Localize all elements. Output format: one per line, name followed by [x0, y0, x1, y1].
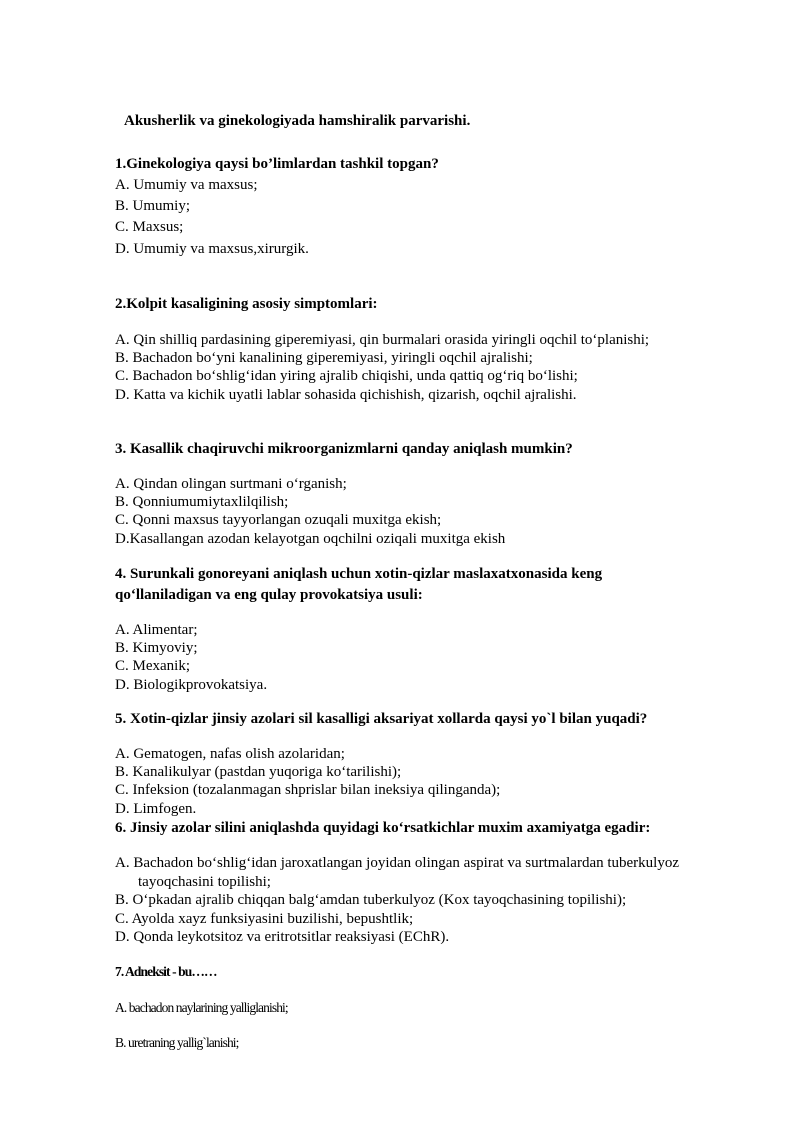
question-3-option-c: C. Qonni maxsus tayyorlangan ozuqali muxitga ekish; [115, 512, 442, 528]
question-2-option-c: C. Bachadon bo‘shlig‘idan yiring ajralib chiqishi, unda qattiq og‘riq bo‘lishi; [115, 368, 578, 384]
question-2-option-d: D. Katta va kichik uyatli lablar sohasida qichishish, qizarish, oqchil ajralishi. [115, 387, 577, 403]
question-2-prompt: 2.Kolpit kasaligining asosiy simptomlari: [115, 296, 378, 312]
question-1-option-c: C. Maxsus; [115, 219, 184, 235]
question-6-option-a-line-2: tayoqchasini topilishi; [138, 874, 271, 890]
question-6-option-d: D. Qonda leykotsitoz va eritrotsitlar reaksiyasi (EChR). [115, 929, 450, 945]
question-4-prompt-line-2: qo‘llaniladigan va eng qulay provokatsiya usuli: [115, 587, 423, 603]
question-6-option-b: B. O‘pkadan ajralib chiqqan balg‘amdan tuberkulyoz (Kox tayoqchasining topilishi); [115, 892, 627, 908]
question-3-option-d: D.Kasallangan azodan kelayotgan oqchilni oziqali muxitga ekish [115, 531, 506, 547]
question-5-option-b: B. Kanalikulyar (pastdan yuqoriga ko‘tarilishi); [115, 764, 402, 780]
question-5-option-d: D. Limfogen. [115, 801, 197, 817]
question-4-option-d: D. Biologikprovokatsiya. [115, 677, 268, 693]
question-7-prompt: 7. Adneksit - bu…… [115, 964, 217, 979]
question-6-option-c: C. Ayolda xayz funksiyasini buzilishi, bepushtlik; [115, 911, 414, 927]
question-1-prompt: 1.Ginekologiya qaysi bo’limlardan tashkil topgan? [115, 156, 439, 172]
question-1-option-b: B. Umumiy; [115, 198, 191, 214]
document-title: Akusherlik va ginekologiyada hamshiralik parvarishi. [124, 113, 471, 129]
question-3-prompt: 3. Kasallik chaqiruvchi mikroorganizmlarni qanday aniqlash mumkin? [115, 441, 573, 457]
question-4-option-a: A. Alimentar; [115, 622, 198, 638]
question-1-option-a: A. Umumiy va maxsus; [115, 177, 258, 193]
question-2-option-b: B. Bachadon bo‘yni kanalining giperemiyasi, yiringli oqchil ajralishi; [115, 350, 533, 366]
question-1-option-d: D. Umumiy va maxsus,xirurgik. [115, 241, 309, 257]
question-3-option-b: B. Qonniumumiytaxlilqilish; [115, 494, 289, 510]
question-5-option-a: A. Gematogen, nafas olish azolaridan; [115, 746, 345, 762]
question-7-option-b: B. uretraning yallig`lanishi; [115, 1035, 239, 1050]
question-6-option-a-line-1: A. Bachadon bo‘shlig‘idan jaroxatlangan joyidan olingan aspirat va surtmalardan tuberkulyoz [115, 855, 680, 871]
question-5-prompt: 5. Xotin-qizlar jinsiy azolari sil kasalligi aksariyat xollarda qaysi yo`l bilan yuqadi? [115, 711, 648, 727]
question-4-prompt-line-1: 4. Surunkali gonoreyani aniqlash uchun xotin-qizlar maslaxatxonasida keng [115, 566, 603, 582]
question-2-option-a: A. Qin shilliq pardasining giperemiyasi, qin burmalari orasida yiringli oqchil to‘planishi; [115, 332, 650, 348]
question-4-option-c: C. Mexanik; [115, 658, 190, 674]
question-3-option-a: A. Qindan olingan surtmani o‘rganish; [115, 476, 347, 492]
question-7-option-a: A. bachadon naylarining yalliglanishi; [115, 1000, 288, 1015]
question-6-prompt: 6. Jinsiy azolar silini aniqlashda quyidagi ko‘rsatkichlar muxim axamiyatga egadir: [115, 820, 651, 836]
question-4-option-b: B. Kimyoviy; [115, 640, 198, 656]
question-5-option-c: C. Infeksion (tozalanmagan shprislar bilan ineksiya qilinganda); [115, 782, 501, 798]
